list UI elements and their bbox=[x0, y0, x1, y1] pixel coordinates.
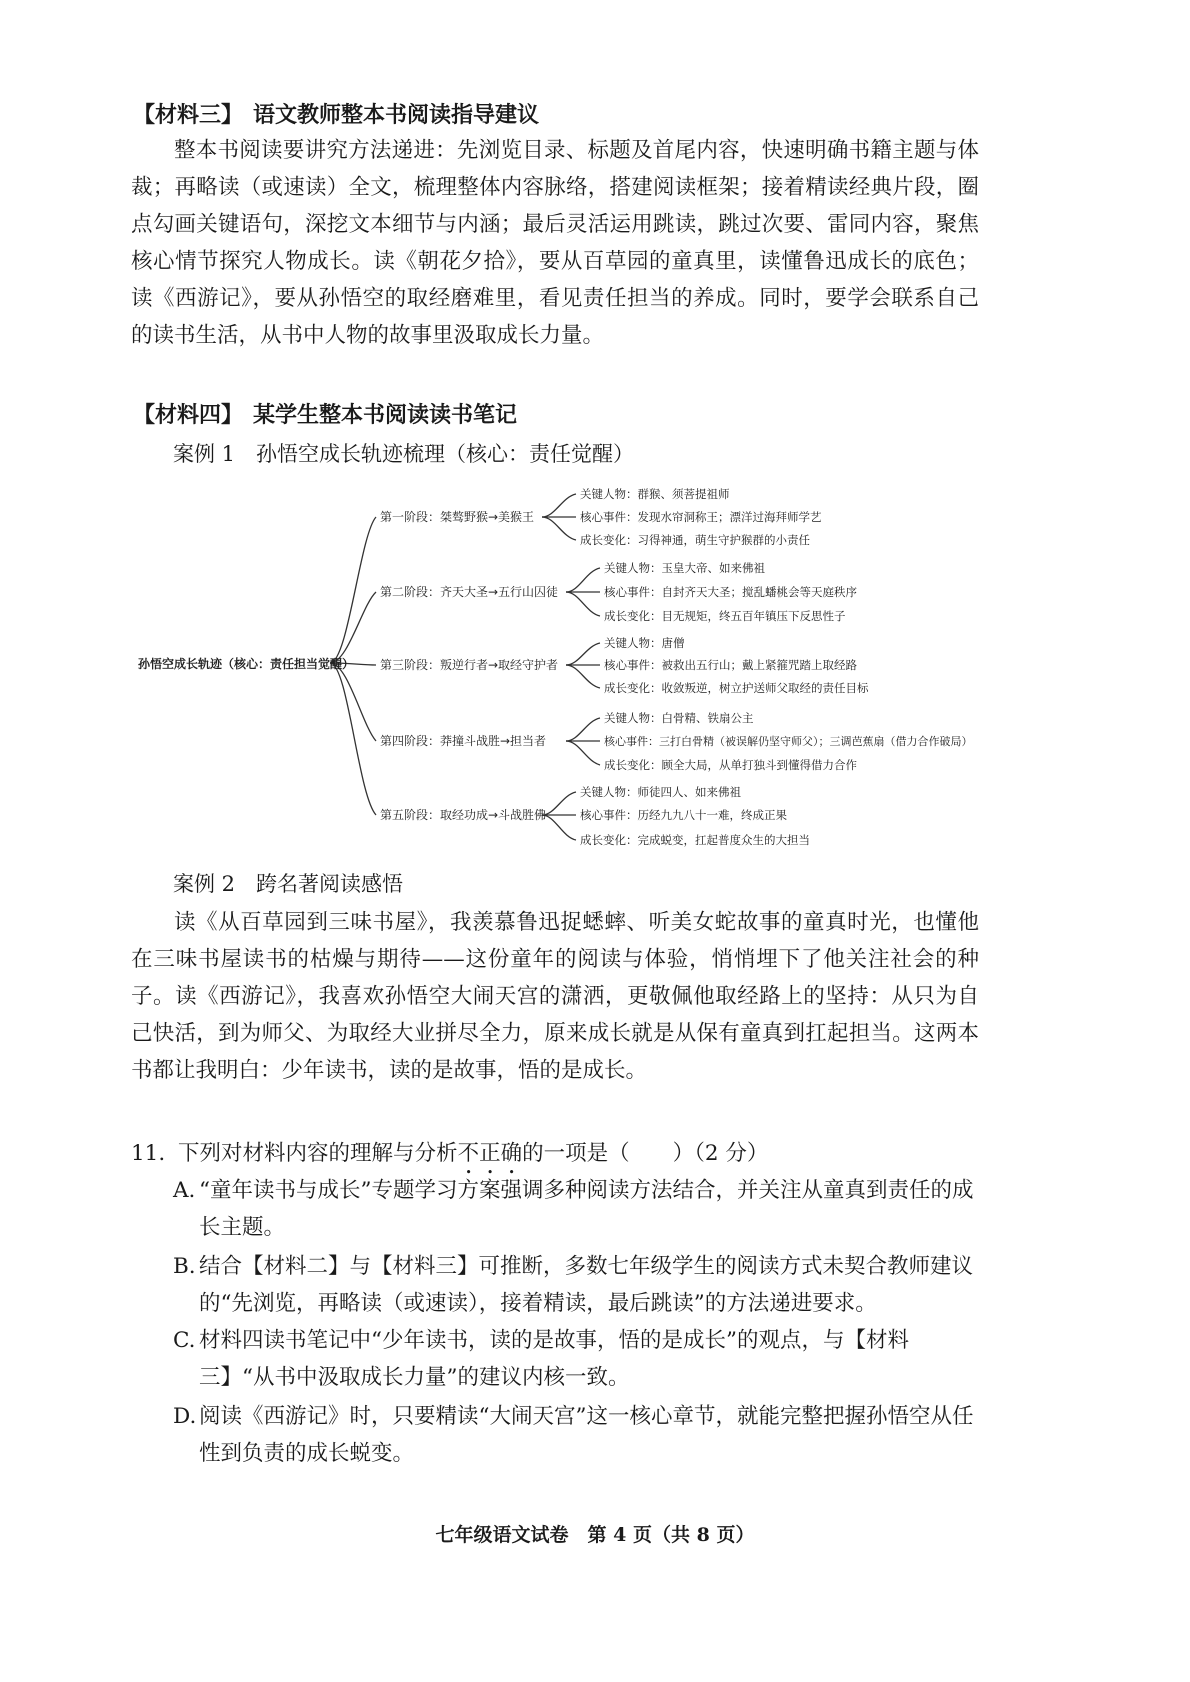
question-stem-pre: 下列对材料内容的理解与分析 bbox=[178, 1141, 458, 1166]
mindmap-stage-4-item-3: 成长变化：顾全大局，从单打独斗到懂得借力合作 bbox=[604, 758, 857, 772]
page-footer: 七年级语文试卷 第 4 页（共 8 页） bbox=[435, 1524, 755, 1546]
mindmap-stage-5: 第五阶段：取经功成→斗战胜佛 bbox=[380, 808, 547, 822]
option-d-text: 阅读《西游记》时，只要精读“大闹天宫”这一核心章节，就能完整把握孙悟空从任性到负责的成长蜕变。 bbox=[199, 1404, 974, 1466]
case1-title: 案例 1 孙悟空成长轨迹梳理（核心：责任觉醒） bbox=[173, 442, 635, 466]
option-b bbox=[173, 1248, 979, 1322]
option-a bbox=[173, 1172, 979, 1246]
option-b-text: 结合【材料二】与【材料三】可推断，多数七年级学生的阅读方式未契合教师建议的“先浏览，再略读（或速读），接着精读，最后跳读”的方法递进要求。 bbox=[199, 1254, 974, 1316]
mindmap-stage-5-item-3: 成长变化：完成蜕变，扛起普度众生的大担当 bbox=[580, 833, 810, 847]
mindmap-stage-1-item-1: 关键人物：群猴、须菩提祖师 bbox=[580, 487, 730, 501]
material3-title: 语文教师整本书阅读指导建议 bbox=[253, 102, 540, 128]
material3-paragraph: 整本书阅读要讲究方法递进：先浏览目录、标题及首尾内容，快速明确书籍主题与体裁；再略读（或速读）全文，梳理整体内容脉络，搭建阅读框架；接着精读经典片段，圈点勾画关键语句，深挖文本细节与内涵；最后灵活运用跳读，跳过次要、雷同内容，聚焦核心情节探究人物成长。读《朝花夕拾》，要从百草园的童真里，读懂鲁迅成长的底色；读《西游记》，要从孙悟空的取经磨难里，看见责任担当的养成。同时，要学会联系自己的读书生活，从书中人物的故事里汲取成长力量。 bbox=[131, 138, 979, 348]
mindmap-stage-4: 第四阶段：莽撞斗战胜→担当者 bbox=[380, 734, 547, 748]
question-number: 11. bbox=[131, 1141, 166, 1166]
case2-body bbox=[131, 904, 979, 1089]
case2-paragraph: 读《从百草园到三味书屋》，我羡慕鲁迅捉蟋蟀、听美女蛇故事的童真时光，也懂他在三味书屋读书的枯燥与期待——这份童年的阅读与体验，悄悄埋下了他关注社会的种子。读《西游记》，我喜欢孙悟空大闹天宫的潇洒，更敬佩他取经路上的坚持：从只为自己快活，到为师父、为取经大业拼尽全力，原来成长就是从保有童真到扛起担当。这两本书都让我明白：少年读书，读的是故事，悟的是成长。 bbox=[131, 910, 979, 1083]
mindmap-root: 孙悟空成长轨迹（核心：责任担当觉醒） bbox=[138, 657, 355, 671]
mindmap-stage-2-item-3: 成长变化：目无规矩，终五百年镇压下反思性子 bbox=[604, 609, 846, 623]
mindmap-stage-3-item-2: 核心事件：被救出五行山；戴上紧箍咒踏上取经路 bbox=[604, 658, 857, 672]
option-c-letter: C. bbox=[173, 1328, 196, 1353]
question-stem-emphasis: 不正确 bbox=[457, 1141, 523, 1166]
mindmap-stage-1: 第一阶段：桀骜野猴→美猴王 bbox=[380, 510, 535, 524]
mindmap-stage-3-item-3: 成长变化：收敛叛逆，树立护送师父取经的责任目标 bbox=[604, 681, 869, 695]
mindmap-stage-5-item-2: 核心事件：历经九九八十一难，终成正果 bbox=[580, 808, 787, 822]
mindmap-stage-1-item-2: 核心事件：发现水帘洞称王；漂洋过海拜师学艺 bbox=[580, 510, 822, 524]
growth-mindmap bbox=[130, 475, 990, 860]
mindmap-stage-2: 第二阶段：齐天大圣→五行山囚徒 bbox=[380, 585, 559, 599]
option-c bbox=[173, 1322, 979, 1396]
material4-heading bbox=[133, 398, 517, 429]
option-d-letter: D. bbox=[173, 1404, 197, 1429]
mindmap-stage-4-item-1: 关键人物：白骨精、铁扇公主 bbox=[604, 711, 754, 725]
option-a-letter: A. bbox=[173, 1178, 196, 1203]
option-c-text: 材料四读书笔记中“少年读书，读的是故事，悟的是成长”的观点，与【材料三】“从书中汲取成长力量”的建议内核一致。 bbox=[199, 1328, 909, 1390]
mindmap-stage-5-item-1: 关键人物：师徒四人、如来佛祖 bbox=[580, 785, 741, 799]
material4-title: 某学生整本书阅读读书笔记 bbox=[253, 402, 518, 428]
material3-label: 【材料三】 bbox=[133, 102, 244, 128]
mindmap-stage-3-item-1: 关键人物：唐僧 bbox=[604, 636, 685, 650]
mindmap-stage-2-item-2: 核心事件：自封齐天大圣；搅乱蟠桃会等天庭秩序 bbox=[604, 585, 857, 599]
option-d bbox=[173, 1398, 979, 1472]
option-a-text: “童年读书与成长”专题学习方案强调多种阅读方法结合，并关注从童真到责任的成长主题。 bbox=[199, 1178, 974, 1240]
mindmap-stage-2-item-1: 关键人物：玉皇大帝、如来佛祖 bbox=[604, 561, 765, 575]
option-b-letter: B. bbox=[173, 1254, 196, 1279]
material3-heading bbox=[133, 98, 539, 129]
mindmap-stage-3: 第三阶段：叛逆行者→取经守护者 bbox=[380, 658, 559, 672]
material4-label: 【材料四】 bbox=[133, 402, 244, 428]
material3-body bbox=[131, 132, 979, 354]
question-stem-post: 的一项是（ ）（2 分） bbox=[522, 1141, 769, 1166]
mindmap-stage-1-item-3: 成长变化：习得神通，萌生守护猴群的小责任 bbox=[580, 533, 810, 547]
mindmap-stage-4-item-2: 核心事件：三打白骨精（被误解仍坚守师父）；三调芭蕉扇（借力合作破局） bbox=[604, 735, 973, 748]
case2-title: 案例 2 跨名著阅读感悟 bbox=[173, 872, 404, 896]
